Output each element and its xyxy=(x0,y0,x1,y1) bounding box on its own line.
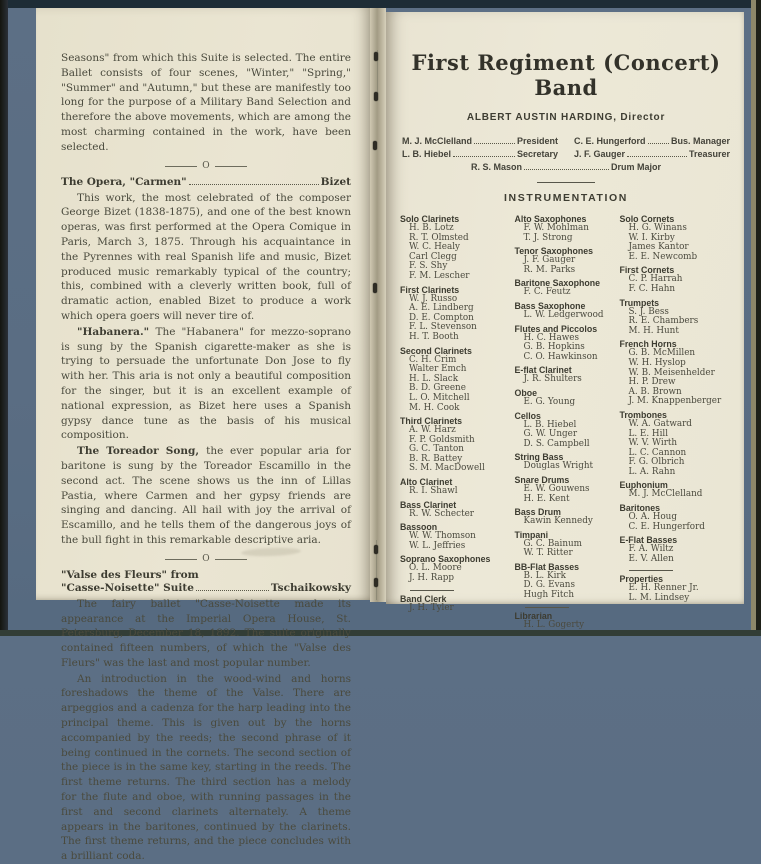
member-name: Hugh Fitch xyxy=(523,590,574,601)
column-rule xyxy=(629,570,673,571)
instrument-section xyxy=(619,410,734,478)
member-name: A. W. Harz xyxy=(409,425,456,436)
member-name: C. O. Hawkinson xyxy=(523,351,598,362)
instrument-section xyxy=(515,388,620,408)
member-name: W. T. Ritter xyxy=(523,548,573,559)
instrument-section-title: Alto Clarinet xyxy=(400,477,453,488)
instrumentation-column-2 xyxy=(515,211,620,630)
instrument-section xyxy=(619,503,734,532)
member-name: H. L. Gogerty xyxy=(523,619,585,630)
member-name: L. O. Mitchell xyxy=(409,392,470,403)
instrument-section-title: Soprano Saxophones xyxy=(400,554,491,565)
ornamental-divider xyxy=(61,162,351,171)
member-name: F. C. Feutz xyxy=(523,287,571,298)
instrument-section xyxy=(515,278,620,298)
officer-name: R. S. Mason xyxy=(471,162,523,172)
left-page-content xyxy=(36,8,370,864)
piece-heading xyxy=(61,176,351,188)
member-name: E. E. Newcomb xyxy=(628,251,698,262)
dotted-leader xyxy=(524,169,609,170)
officer-role: Treasurer xyxy=(688,149,730,159)
member-name: F. L. Stevenson xyxy=(409,322,477,333)
instrument-section xyxy=(515,507,620,527)
photo-edge-top xyxy=(0,0,761,8)
member-name: D. G. Evans xyxy=(523,580,575,591)
member-name: W. L. Jeffries xyxy=(409,540,466,551)
program-note-paragraph: "Habanera." The "Habanera" for mezzo-soprano is sung by the Spanish cigarette-maker as she is trying to persuade the unfortunate Don Jose to fly with her. This aria is not only a beautiful composition for the singer, but it is an excellent example of national expression, as Bizet here uses a Spanish gypsy dance tune as the basis of his musical composition. xyxy=(61,325,351,442)
member-name: Kawin Kennedy xyxy=(523,516,593,527)
instrument-section xyxy=(515,452,620,472)
member-name: M. H. Hunt xyxy=(628,325,679,336)
binding-stitch xyxy=(374,92,378,101)
member-name: F. A. Wiltz xyxy=(628,544,674,555)
instrument-section xyxy=(515,214,620,243)
instrument-section xyxy=(515,365,620,385)
member-name: R. T. Olmsted xyxy=(409,232,469,243)
program-note-paragraph: An introduction in the wood-wind and horns foreshadows the theme of the Valse. There are arpeggios and a cadenza for the harp leading into the principal theme. This is given out by the horns accompanied by the reeds; the second phrase of it being continued in the cornets. The second section of the piece is in the same key, starting in the reeds. The first theme returns. The third section has a melody for the flute and oboe, with running passages in the first and second clarinets alternately. A theme appears in the baritones, continued by the clarinets. The first theme returns, and the piece concludes with a brilliant coda. xyxy=(61,672,351,863)
member-name: O. L. Moore xyxy=(409,563,462,574)
member-name: S. J. Bess xyxy=(628,306,669,317)
member-name: W. J. Russo xyxy=(409,293,458,304)
instrument-section-title: Trumpets xyxy=(619,297,660,308)
instrument-section xyxy=(619,265,734,294)
piece-heading xyxy=(61,582,351,594)
instrument-section xyxy=(515,530,620,559)
dotted-leader xyxy=(453,156,515,157)
member-name: L. E. Hill xyxy=(628,428,669,439)
officer-name: L. B. Hiebel xyxy=(402,149,452,159)
instrument-section-title: Bass Saxophone xyxy=(514,300,586,311)
officer-row xyxy=(402,148,558,161)
instrument-section-title: Third Clarinets xyxy=(400,416,463,427)
instrument-section xyxy=(619,574,734,603)
member-name: H. L. Slack xyxy=(409,373,459,384)
member-name: B. R. Battey xyxy=(409,453,463,464)
composer-name: Tschaikowsky xyxy=(270,581,351,594)
instrumentation-column-3 xyxy=(619,211,734,630)
instrument-section-title: Euphonium xyxy=(619,480,668,491)
member-name: W. W. Thomson xyxy=(409,531,476,542)
divider-line xyxy=(165,166,197,167)
divider-line xyxy=(165,559,197,560)
instrument-section xyxy=(619,535,734,564)
dotted-leader xyxy=(648,143,669,144)
member-name: Carl Clegg xyxy=(409,251,457,262)
officer-row xyxy=(471,161,661,174)
member-name: F. C. Hahn xyxy=(628,283,676,294)
officer-row xyxy=(574,135,730,148)
member-name: J. H. Tyler xyxy=(409,602,454,613)
instrument-section xyxy=(400,500,515,520)
instrument-section-title: Snare Drums xyxy=(514,474,570,485)
member-name: C. H. Crim xyxy=(409,354,457,365)
officer-role: Secretary xyxy=(516,149,558,159)
dotted-leader xyxy=(189,184,319,185)
column-rule xyxy=(410,590,454,591)
member-name: W. B. Meisenhelder xyxy=(628,367,715,378)
binding-stitch xyxy=(373,141,377,150)
instrument-section-title: Solo Cornets xyxy=(619,214,675,224)
instrument-section-title: Second Clarinets xyxy=(400,345,472,356)
instrument-section-title: Properties xyxy=(619,574,663,585)
instrument-section xyxy=(619,298,734,337)
officer-name: C. E. Hungerford xyxy=(574,136,646,146)
instrument-section xyxy=(515,475,620,504)
band-title: First Regiment (Concert) Band xyxy=(411,50,721,100)
member-name: H. C. Hawes xyxy=(523,332,579,343)
instrument-section-title: Band Clerk xyxy=(400,593,447,604)
program-note-paragraph: This work, the most celebrated of the composer George Bizet (1838-1875), and one of the best known operas, was first performed at the Opera Comique in Paris, March 3, 1875. Through his acquaintance in the Pyrennes with real Spanish life and music, Bizet produced music remarkably typical of the country; this, combined with a cleverly written book, full of dramatic action, enabled Bizet to produce a work which opera goers will never tire of. xyxy=(61,191,351,322)
member-name: Douglas Wright xyxy=(523,461,594,472)
member-name: A. E. Lindberg xyxy=(409,303,474,314)
instrument-section-title: Baritone Saxophone xyxy=(514,278,601,289)
member-name: C. E. Hungerford xyxy=(628,521,705,532)
member-name: James Kantor xyxy=(628,242,689,253)
instrument-section-title: Baritones xyxy=(619,503,661,514)
member-name: M. H. Cook xyxy=(409,402,460,413)
binding-stitch xyxy=(373,283,377,293)
member-name: R. M. Parks xyxy=(523,264,576,275)
instrument-section-title: BB-Flat Basses xyxy=(514,561,580,572)
paragraph-bold-lead: The Toreador Song, xyxy=(77,445,207,458)
instrument-section-title: French Horns xyxy=(619,339,677,350)
member-name: L. M. Lindsey xyxy=(628,593,690,604)
officers-right-column xyxy=(574,135,730,161)
instrument-section-title: Solo Clarinets xyxy=(400,214,460,224)
binding-stitch xyxy=(374,545,378,554)
member-name: J. H. Rapp xyxy=(409,573,455,584)
instrument-section xyxy=(619,480,734,500)
instrument-section-title: E-flat Clarinet xyxy=(514,365,572,376)
instrument-section-title: Tenor Saxophones xyxy=(514,246,594,257)
member-name: G. C. Tanton xyxy=(409,444,464,455)
member-name: E. V. Allen xyxy=(628,553,674,564)
member-name: H. G. Winans xyxy=(628,223,687,233)
member-name: D. S. Campbell xyxy=(523,438,590,449)
instrument-section-title: Alto Saxophones xyxy=(514,214,587,224)
instrument-section xyxy=(515,324,620,363)
member-name: T. J. Strong xyxy=(523,232,573,243)
instrument-section xyxy=(400,477,515,497)
member-name: B. L. Kirk xyxy=(523,570,566,581)
officer-name: M. J. McClelland xyxy=(402,136,473,146)
member-name: C. P. Harrah xyxy=(628,274,683,285)
member-name: E. H. Renner Jr. xyxy=(628,583,699,594)
officer-role: Drum Major xyxy=(610,162,661,172)
instrumentation-column-1 xyxy=(400,211,515,630)
officers-left-column xyxy=(402,135,558,161)
left-page xyxy=(36,8,370,863)
member-name: G. C. Bainum xyxy=(523,538,583,549)
binding-stitch xyxy=(374,578,378,587)
member-name: L. W. Ledgerwood xyxy=(523,309,604,320)
dotted-leader xyxy=(627,156,687,157)
member-name: H. P. Drew xyxy=(628,377,676,388)
member-name: H. B. Lotz xyxy=(409,223,454,233)
paragraph-bold-lead: "Habanera." xyxy=(77,325,156,338)
member-name: G. B. McMillen xyxy=(628,348,696,359)
instrumentation-title: INSTRUMENTATION xyxy=(504,192,628,204)
officers-block xyxy=(398,135,734,174)
instrument-section xyxy=(515,246,620,275)
director-line: ALBERT AUSTIN HARDING, Director xyxy=(466,112,666,123)
photo-edge-left xyxy=(0,0,8,636)
member-name: F. W. Mohlman xyxy=(523,223,589,233)
member-name: L. A. Rahn xyxy=(628,466,676,477)
member-name: R. I. Shawl xyxy=(409,486,458,497)
member-name: J. M. Knappenberger xyxy=(628,396,722,407)
program-note-paragraph: The fairy ballet "Casse-Noisette made its appearance at the Imperial Opera House, St. Petersburg, December 18, 1892. The suite originally contained fifteen numbers, of which the "Valse des Fleurs" was the last and most popular number. xyxy=(61,597,351,669)
instrument-section-title: Bass Drum xyxy=(514,507,561,518)
member-name: G. W. Unger xyxy=(523,429,578,440)
instrument-section xyxy=(515,411,620,450)
member-name: E. G. Young xyxy=(523,396,576,407)
piece-heading-line1: "Valse des Fleurs" from xyxy=(61,568,199,581)
member-name: H. T. Booth xyxy=(409,331,459,342)
member-name: Walter Emch xyxy=(409,364,467,375)
member-name: W. V. Wirth xyxy=(628,438,678,449)
member-name: J. F. Gauger xyxy=(523,255,576,266)
photo-edge-right xyxy=(756,0,761,636)
program-note-paragraph: Seasons" from which this Suite is selected. The entire Ballet consists of four scenes, "Winter," "Spring," "Summer" and "Autumn," but these are manifestly too long for the purpose of a Military Band Selection and therefore the above movements, which are among the most charming contained in the work, have been selected. xyxy=(61,52,351,153)
section-rule xyxy=(537,182,595,183)
member-name: M. J. McClelland xyxy=(628,489,703,500)
instrumentation-columns xyxy=(398,211,734,630)
member-name: G. B. Hopkins xyxy=(523,342,585,353)
member-name: J. R. Shulters xyxy=(523,374,582,385)
member-name: F. P. Goldsmith xyxy=(409,434,475,445)
piece-title: The Opera, "Carmen" xyxy=(61,175,187,188)
spine-gutter xyxy=(370,8,386,602)
member-name: R. E. Chambers xyxy=(628,316,699,327)
instrument-section xyxy=(515,562,620,601)
divider-line xyxy=(215,559,247,560)
instrument-section xyxy=(400,554,515,583)
instrument-section-title: Timpani xyxy=(514,529,549,540)
member-name: F. M. Lescher xyxy=(409,270,470,281)
member-name: W. I. Kirby xyxy=(628,232,675,243)
instrument-section xyxy=(619,214,734,262)
member-name: W. A. Gatward xyxy=(628,418,692,429)
composer-name: Bizet xyxy=(320,175,351,188)
instrument-section xyxy=(400,416,515,474)
instrument-section-title: Bass Clarinet xyxy=(400,499,457,510)
member-name: H. E. Kent xyxy=(523,493,570,504)
divider-ornament: O xyxy=(202,553,210,564)
column-rule xyxy=(525,607,569,608)
piece-title: "Casse-Noisette" Suite xyxy=(61,581,194,594)
dotted-leader xyxy=(474,143,515,144)
right-page xyxy=(386,12,744,630)
right-page-content xyxy=(386,12,744,630)
member-name: D. E. Compton xyxy=(409,312,474,323)
instrument-section-title: Cellos xyxy=(514,410,541,421)
instrument-section-title: First Cornets xyxy=(619,265,675,276)
instrument-section xyxy=(400,594,515,614)
member-name: E. W. Gouwens xyxy=(523,483,590,494)
dotted-leader xyxy=(196,590,269,591)
instrument-section-title: Librarian xyxy=(514,610,553,621)
binding-stitch xyxy=(374,52,378,61)
member-name: S. M. MacDowell xyxy=(409,463,485,474)
member-name: R. W. Schecter xyxy=(409,508,475,519)
instrument-section-title: Flutes and Piccolos xyxy=(514,323,598,334)
member-name: L. C. Cannon xyxy=(628,447,687,458)
program-note-paragraph: The Toreador Song, the ever popular aria for baritone is sung by the Toreador Escamillo in the second act. The scene shows us the inn of Lillas Pastia, where Carmen and her gypsy friends are singing and dancing. All hail with joy the arrival of Escamillo, and he tells them of the dangerous joys of the bull fight in this remarkable descriptive aria. xyxy=(61,445,351,546)
divider-ornament: O xyxy=(202,160,210,171)
instrument-section xyxy=(515,611,620,631)
member-name: F. G. Olbrich xyxy=(628,457,685,468)
officer-role: Bus. Manager xyxy=(670,136,730,146)
instrument-section xyxy=(515,301,620,321)
officer-name: J. F. Gauger xyxy=(574,149,626,159)
member-name: O. A. Houg xyxy=(628,512,677,523)
instrument-section-title: Trombones xyxy=(619,409,667,420)
officer-row xyxy=(402,135,558,148)
instrument-section-title: First Clarinets xyxy=(400,284,460,295)
member-name: W. H. Hyslop xyxy=(628,357,686,368)
instrument-section-title: Oboe xyxy=(514,387,537,398)
member-name: L. B. Hiebel xyxy=(523,419,577,430)
instrument-section xyxy=(400,214,515,282)
officer-role: President xyxy=(516,136,558,146)
member-name: F. S. Shy xyxy=(409,261,448,272)
member-name: A. B. Brown xyxy=(628,386,682,397)
instrument-section xyxy=(400,285,515,343)
instrument-section-title: E-Flat Basses xyxy=(619,535,678,546)
instrument-section xyxy=(400,346,515,414)
officer-row xyxy=(574,148,730,161)
instrument-section-title: String Bass xyxy=(514,452,564,463)
member-name: W. C. Healy xyxy=(409,242,461,253)
instrument-section xyxy=(619,339,734,407)
instrument-section xyxy=(400,522,515,551)
member-name: B. D. Greene xyxy=(409,383,466,394)
ornamental-divider xyxy=(61,555,351,564)
instrument-section-title: Bassoon xyxy=(400,522,438,533)
divider-line xyxy=(215,166,247,167)
